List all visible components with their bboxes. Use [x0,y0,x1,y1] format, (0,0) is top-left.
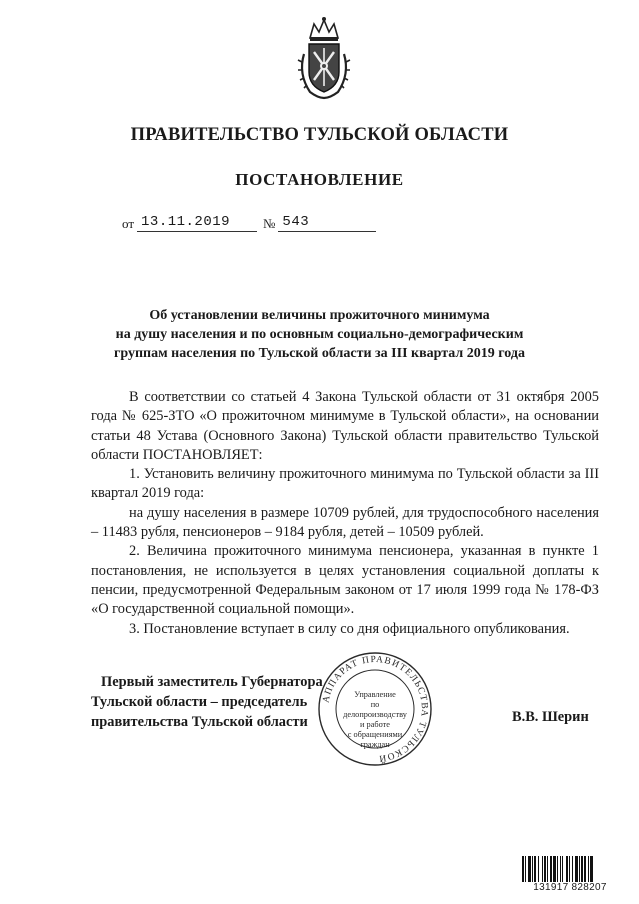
signer-position-line-3: правительства Тульской области [91,714,308,730]
signer-position [91,672,323,732]
barcode-number: 131917 828207 [533,882,607,893]
signer-position-line-2: Тульской области – председатель [91,694,308,710]
body-paragraph-2: 2. Величина прожиточного минимума пенсионера, указанная в пункте 1 постановления, не используется в целях установления социальной доплаты к пенсии, предусмотренной Федеральным законом от 17 июля 1999 года № 178-ФЗ «О государственной социальной помощи». [91,543,599,618]
number-label: № [263,216,276,231]
registration-line [122,214,376,232]
stamp-ring-text: АППАРАТ ПРАВИТЕЛЬСТВА ТУЛЬСКОЙ [321,654,430,764]
subject-line-3: группам населения по Тульской области за III квартал 2019 года [114,346,525,361]
body-paragraph-1-values: на душу населения в размере 10709 рублей, для трудоспособного населения – 11483 рубля, пенсионеров – 9184 рубля, детей – 10509 рублей. [91,504,599,541]
subject-line-1: Об установлении величины прожиточного минимума [149,308,490,323]
organization-title: ПРАВИТЕЛЬСТВО ТУЛЬСКОЙ ОБЛАСТИ [130,125,509,145]
stamp-line-2: по делопроизводству [343,700,407,719]
document-number: 543 [278,214,376,232]
document-subject [0,306,639,363]
signer-position-line-1: Первый заместитель Губернатора [101,674,323,690]
stamp-line-4: с обращениями [347,730,403,739]
document-type: ПОСТАНОВЛЕНИЕ [235,170,404,189]
document-date: 13.11.2019 [137,214,257,232]
signer-name: В.В. Шерин [512,709,589,725]
body-paragraph-1: 1. Установить величину прожиточного минимума по Тульской области за III квартал 2019 года: [91,466,599,502]
subject-line-2: на душу населения и по основным социально-демографическим [115,327,524,342]
stamp-line-5: граждан [360,740,390,749]
document-body [91,388,599,639]
stamp-line-1: Управление [354,690,396,699]
body-paragraph-3: 3. Постановление вступает в силу со дня официального опубликования. [129,620,570,637]
stamp-inner-text [339,690,411,750]
stamp-line-3: и работе [360,720,390,729]
coat-of-arms-icon [296,14,352,100]
barcode-icon [520,856,620,882]
date-label: от [122,216,135,231]
body-paragraph-preamble: В соответствии со статьей 4 Закона Тульской области от 31 октября 2005 года № 625-ЗТО «О прожиточном минимуме в Тульской области», на основании статьи 48 Устава (Основного Закона) Тульской области правительство Тульской области ПОСТАНОВЛЯЕТ: [91,389,599,463]
